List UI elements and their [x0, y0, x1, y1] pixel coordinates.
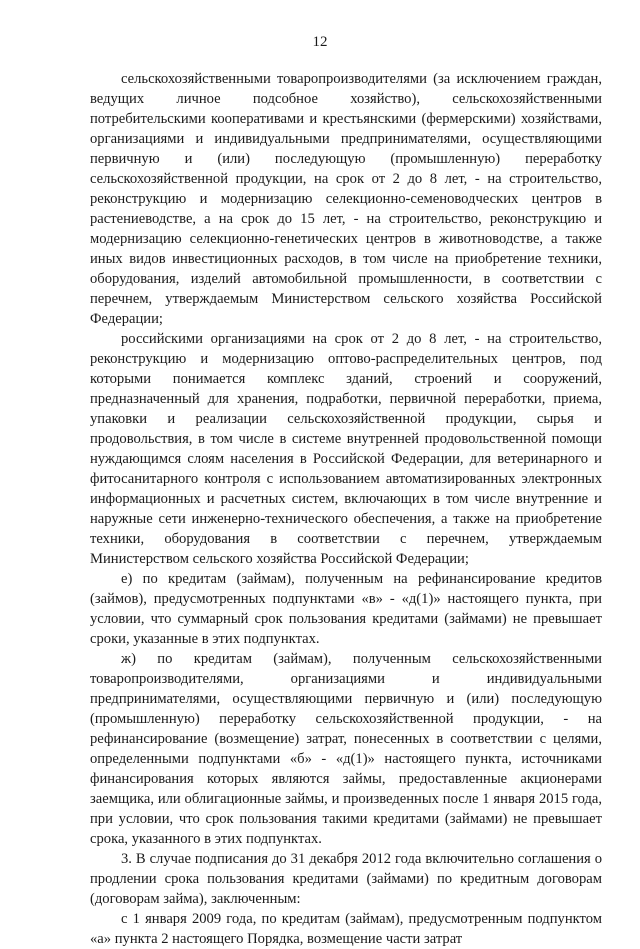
paragraph-6: с 1 января 2009 года, по кредитам (займам), предусмотренным подпунктом «а» пункта 2 настоящего Порядка, возмещение части затрат: [90, 911, 602, 947]
paragraph-3: е) по кредитам (займам), полученным на рефинансирование кредитов (займов), предусмотренных подпунктами «в» - «д(1)» настоящего пункта, при условии, что суммарный срок пользования кредитами (займами) не превышает сроки, указанные в этих подпунктах.: [90, 571, 602, 647]
page-number: 12: [312, 34, 328, 50]
paragraph-5: 3. В случае подписания до 31 декабря 2012 года включительно соглашения о продлении срока пользования кредитами (займами) по кредитным договорам (договорам займа), заключенным:: [90, 851, 602, 907]
paragraph-2: российскими организациями на срок от 2 до 8 лет, - на строительство, реконструкцию и модернизацию оптово-распределительных центров, под которыми понимается комплекс зданий, строений и сооружений, предназначенный для хранения, подработки, первичной переработки, приема, упаковки и реализации сельскохозяйственной продукции, сырья и продовольствия, в том числе в системе внутренней продовольственной помощи нуждающимся слоям населения в Российской Федерации, для ветеринарного и фитосанитарного контроля с использованием автоматизированных электронных информационных и расчетных систем, включающих в том числе внутренние и наружные сети инженерно-технического обеспечения, а также на приобретение техники, оборудования в соответствии с перечнем, утверждаемым Министерством сельского хозяйства Российской Федерации;: [90, 331, 602, 567]
paragraph-4: ж) по кредитам (займам), полученным сельскохозяйственными товаропроизводителями, организациями и индивидуальными предпринимателями, осуществляющими первичную и (или) последующую (промышленную) переработку сельскохозяйственной продукции, - на рефинансирование (возмещение) затрат, понесенных в соответствии с целями, определенными подпунктами «б» - «д(1)» настоящего пункта, источниками финансирования которых являются займы, предоставленные акционерами заемщика, или облигационные займы, и произведенных после 1 января 2015 года, при условии, что срок пользования такими кредитами (займами) не превышает срока, указанного в этих подпунктах.: [90, 651, 602, 847]
document-body: [90, 69, 602, 949]
paragraph-1: сельскохозяйственными товаропроизводителями (за исключением граждан, ведущих личное подсобное хозяйство), сельскохозяйственными потребительскими кооперативами и крестьянскими (фермерскими) хозяйствами, организациями и индивидуальными предпринимателями, осуществляющими первичную и (или) последующую (промышленную) переработку сельскохозяйственной продукции, на срок от 2 до 8 лет, - на строительство, реконструкцию и модернизацию селекционно-семеноводческих центров в растениеводстве, а на срок до 15 лет, - на строительство, реконструкцию и модернизацию селекционно-генетических центров в животноводстве, а также иных видов инвестиционных расходов, в том числе на приобретение техники, оборудования, изделий автомобильной промышленности, в соответствии с перечнем, утверждаемым Министерством сельского хозяйства Российской Федерации;: [90, 71, 602, 327]
